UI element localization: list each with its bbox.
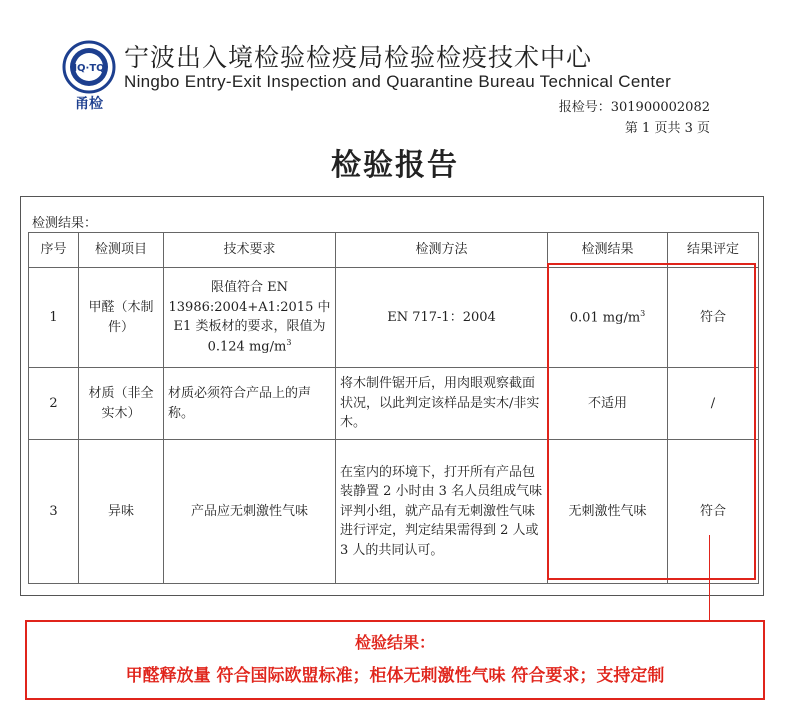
row-number: 1 (29, 268, 79, 368)
highlight-box (547, 263, 756, 580)
test-result: 不适用 (548, 368, 668, 440)
test-item: 异味 (79, 440, 164, 584)
requirement: 产品应无刺激性气味 (164, 440, 336, 584)
header-cell: 结果评定 (668, 233, 759, 268)
result-rating: 符合 (668, 440, 759, 584)
conclusion-title: 检验结果： (354, 633, 435, 652)
test-method: 在室内的环境下，打开所有产品包装静置 2 小时由 3 名人员组成气味评判小组，就产品有无刺激性气味进行评定，判定结果需得到 2 人或 3 人的共同认可。 (336, 440, 548, 584)
test-result: 无刺激性气味 (548, 440, 668, 584)
connector-line (709, 535, 710, 620)
document-title: 检验报告 (331, 148, 459, 183)
header-cell: 检测结果 (548, 233, 668, 268)
org-name-en: Ningbo Entry-Exit Inspection and Quarantine Bureau Technical Center (124, 72, 672, 91)
row-number: 3 (29, 440, 79, 584)
test-item: 甲醛（木制件） (79, 268, 164, 368)
conclusion-box (25, 620, 765, 700)
header-cell: 技术要求 (164, 233, 336, 268)
test-method: 将木制件锯开后，用肉眼观察截面状况，以此判定该样品是实木/非实木。 (336, 368, 548, 440)
header-cell: 检测项目 (79, 233, 164, 268)
result-rating: / (668, 368, 759, 440)
logo-subtitle: 甬检 (75, 96, 103, 112)
test-item: 材质（非全实木） (79, 368, 164, 440)
results-label: 检测结果： (32, 216, 98, 231)
org-name-cn: 宁波出入境检验检疫局检验检疫技术中心 (124, 43, 593, 72)
institution-logo (62, 40, 116, 94)
conclusion-text: 甲醛释放量 符合国际欧盟标准；柜体无刺激性气味 符合要求；支持定制 (125, 666, 665, 686)
result-rating: 符合 (668, 268, 759, 368)
row-number: 2 (29, 368, 79, 440)
test-method: EN 717-1：2004 (336, 268, 548, 368)
page-info: 第 1 页共 3 页 (624, 121, 710, 136)
report-number: 报检号：301900002082 (558, 100, 710, 115)
test-result: 0.01 $mg/m^3$ (548, 268, 668, 368)
svg-text:IQ·TQ: IQ·TQ (73, 63, 105, 74)
requirement: 限值符合 EN 13986:2004+A1:2015 中 E1 类板材的要求，限值为 0.124 $mg/m^3$ (164, 268, 336, 368)
header-cell: 序号 (29, 233, 79, 268)
header-cell: 检测方法 (336, 233, 548, 268)
requirement: 材质必须符合产品上的声称。 (164, 368, 336, 440)
